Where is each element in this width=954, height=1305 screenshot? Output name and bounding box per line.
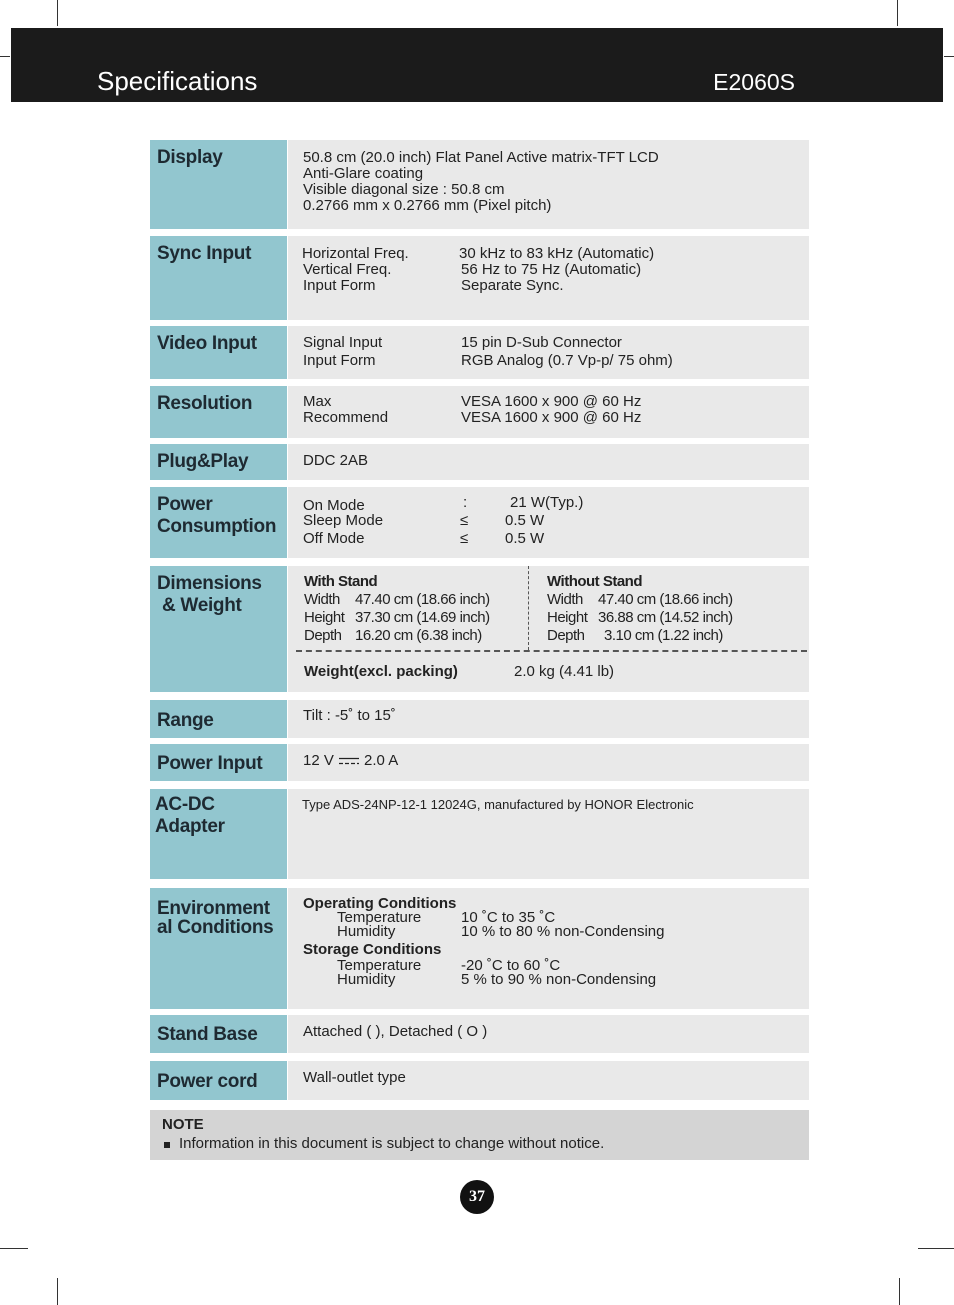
spec-row-power-consumption (150, 487, 809, 558)
spec-row-sync-input (150, 236, 809, 320)
spec-row-environmental-conditions (150, 888, 809, 1009)
row-label-line: Dimensions (157, 573, 262, 594)
row-content (288, 744, 809, 781)
spec-value: 3.10 cm (1.22 inch) (604, 627, 723, 644)
spec-row-dimensions-weight (150, 566, 809, 692)
row-content (288, 236, 809, 320)
weight-value: 2.0 kg (4.41 lb) (514, 663, 615, 680)
with-stand-title: With Stand (304, 573, 378, 590)
spec-key: On Mode (303, 497, 365, 514)
spec-key: Temperature (337, 957, 422, 974)
spec-row-video-input (150, 326, 809, 379)
row-content (288, 444, 809, 480)
crop-mark (57, 1278, 58, 1305)
spec-value: 47.40 cm (18.66 inch) (598, 591, 733, 608)
row-content (288, 487, 809, 558)
spec-value: 37.30 cm (14.69 inch) (355, 609, 490, 626)
spec-key: Off Mode (303, 530, 365, 547)
row-content (288, 888, 809, 1009)
bullet-icon (164, 1142, 170, 1148)
spec-value: Type ADS-24NP-12-1 12024G, manufactured by HONOR Electronic (302, 797, 694, 812)
spec-value: -20 ˚C to 60 ˚C (461, 957, 561, 974)
spec-key: Depth (304, 627, 342, 644)
spec-value: Tilt : -5˚ to 15˚ (303, 707, 396, 724)
spec-key: Depth (547, 627, 585, 644)
weight-label: Weight(excl. packing) (304, 663, 458, 680)
model-name: E2060S (713, 69, 795, 95)
spec-value: Separate Sync. (461, 277, 564, 294)
spec-symbol: ≤ (460, 530, 469, 547)
spec-key: Height (547, 609, 588, 626)
row-content (288, 326, 809, 379)
spec-row-display (150, 140, 809, 229)
spec-value: DDC 2AB (303, 452, 369, 469)
spec-value: 0.5 W (505, 530, 545, 547)
spec-key: Temperature (337, 909, 422, 926)
spec-line: Visible diagonal size : 50.8 cm (303, 181, 505, 198)
spec-row-stand-base (150, 1015, 809, 1053)
spec-row-plug-and-play (150, 444, 809, 480)
row-label: Sync Input (150, 236, 287, 320)
row-label: AC-DC Adapter (150, 789, 287, 879)
spec-key: Humidity (337, 923, 396, 940)
row-label-line: & Weight (162, 595, 242, 616)
page-header (11, 28, 943, 102)
spec-key: Horizontal Freq. (302, 245, 409, 262)
spec-value: 21 W(Typ.) (510, 494, 584, 511)
row-label-line: Power (157, 494, 213, 515)
spec-value: 56 Hz to 75 Hz (Automatic) (461, 261, 642, 278)
row-label: Power cord (150, 1061, 287, 1100)
page-number: 37 (460, 1180, 494, 1214)
spec-key: Width (547, 591, 583, 608)
storage-conditions-title: Storage Conditions (303, 941, 442, 958)
spec-row-power-input (150, 744, 809, 781)
row-content (288, 140, 809, 229)
spec-value-suffix: 2.0 A (364, 752, 399, 769)
row-label: Plug&Play (150, 444, 287, 480)
crop-mark (0, 56, 10, 57)
spec-key: Humidity (337, 971, 396, 988)
page-title: Specifications (97, 66, 258, 96)
crop-mark (897, 0, 898, 26)
spec-value: 30 kHz to 83 kHz (Automatic) (459, 245, 655, 262)
spec-key: Height (304, 609, 345, 626)
spec-value: 0.5 W (505, 512, 545, 529)
crop-mark (57, 0, 58, 26)
spec-value: 36.88 cm (14.52 inch) (598, 609, 733, 626)
spec-value: 5 % to 90 % non-Condensing (461, 971, 657, 988)
row-content (288, 700, 809, 738)
spec-value: RGB Analog (0.7 Vp-p/ 75 ohm) (461, 352, 673, 369)
row-label-line: Environment (157, 898, 270, 919)
spec-value: 10 ˚C to 35 ˚C (461, 909, 556, 926)
spec-value: 47.40 cm (18.66 inch) (355, 591, 490, 608)
spec-value-prefix: 12 V (303, 752, 334, 769)
row-label: Resolution (150, 386, 287, 438)
without-stand-title: Without Stand (547, 573, 643, 590)
row-content (288, 386, 809, 438)
row-content (288, 789, 809, 879)
crop-mark (944, 56, 954, 57)
row-label-line: al Conditions (157, 917, 274, 938)
dc-symbol-icon (339, 757, 359, 765)
spec-line: 50.8 cm (20.0 inch) Flat Panel Active matrix-TFT LCD (303, 149, 659, 166)
spec-key: Input Form (303, 352, 376, 369)
spec-row-ac-dc-adapter (150, 789, 809, 879)
spec-value: 15 pin D-Sub Connector (461, 334, 622, 351)
spec-symbol: ≤ (460, 512, 469, 529)
row-label-line: Consumption (157, 516, 277, 537)
spec-row-resolution (150, 386, 809, 438)
spec-line: 0.2766 mm x 0.2766 mm (Pixel pitch) (303, 197, 552, 214)
section-divider (296, 650, 807, 652)
spec-row-range (150, 700, 809, 738)
crop-mark (0, 1248, 28, 1249)
column-divider (528, 566, 529, 650)
spec-value: Attached ( ), Detached ( O ) (303, 1023, 488, 1040)
spec-row-power-cord (150, 1061, 809, 1100)
row-label (150, 888, 287, 1009)
spec-key: Recommend (303, 409, 389, 426)
row-label: Range (150, 700, 287, 738)
spec-symbol: : (463, 494, 468, 511)
row-label: Video Input (150, 326, 287, 379)
note-title: NOTE (162, 1116, 204, 1133)
spec-key: Vertical Freq. (303, 261, 392, 278)
row-label (150, 566, 287, 692)
note-text: Information in this document is subject to change without notice. (179, 1135, 605, 1152)
spec-value: VESA 1600 x 900 @ 60 Hz (461, 409, 642, 426)
row-label (150, 487, 287, 558)
spec-value: 16.20 cm (6.38 inch) (355, 627, 482, 644)
spec-value: 10 % to 80 % non-Condensing (461, 923, 665, 940)
row-content (288, 1015, 809, 1053)
note-box (150, 1110, 809, 1160)
spec-key: Signal Input (303, 334, 383, 351)
row-label: Stand Base (150, 1015, 287, 1053)
row-content (288, 566, 809, 692)
spec-value: Wall-outlet type (303, 1069, 406, 1086)
spec-key: Width (304, 591, 340, 608)
spec-key: Sleep Mode (303, 512, 384, 529)
crop-mark (918, 1248, 954, 1249)
row-label: Display (150, 140, 287, 229)
spec-value: VESA 1600 x 900 @ 60 Hz (461, 393, 642, 410)
row-content (288, 1061, 809, 1100)
crop-mark (899, 1278, 900, 1305)
spec-key: Input Form (303, 277, 376, 294)
spec-key: Max (303, 393, 332, 410)
operating-conditions-title: Operating Conditions (303, 895, 457, 912)
row-label: Power Input (150, 744, 287, 781)
spec-line: Anti-Glare coating (303, 165, 424, 182)
